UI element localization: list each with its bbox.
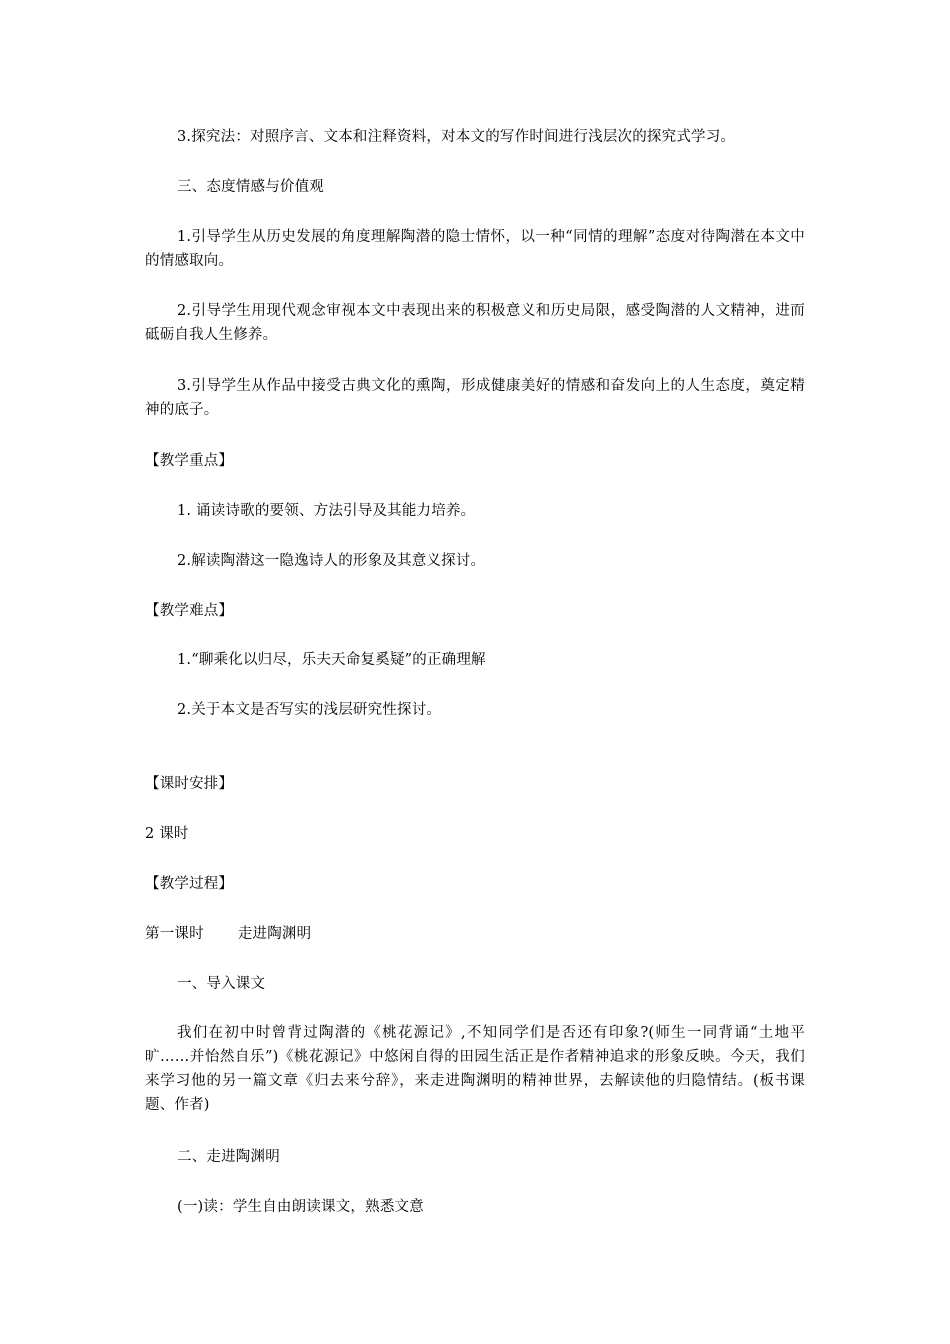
heading-key-points: 【教学重点】 xyxy=(145,453,234,469)
paragraph-key-point-1: 1. 诵读诗歌的要领、方法引导及其能力培养。 xyxy=(177,503,476,519)
heading-schedule: 【课时安排】 xyxy=(145,776,234,792)
paragraph-method-3: 3.探究法：对照序言、文本和注释资料，对本文的写作时间进行浅层次的探究式学习。 xyxy=(177,129,736,145)
paragraph-difficulty-2: 2.关于本文是否写实的浅层研究性探讨。 xyxy=(177,702,442,718)
heading-difficulties: 【教学难点】 xyxy=(145,603,234,619)
lesson-topic: 走进陶渊明 xyxy=(237,926,312,942)
paragraph-difficulty-1: 1.“聊乘化以归尽，乐夫天命复奚疑”的正确理解 xyxy=(177,652,486,668)
paragraph-key-point-2: 2.解读陶潜这一隐逸诗人的形象及其意义探讨。 xyxy=(177,553,486,569)
heading-process: 【教学过程】 xyxy=(145,876,234,892)
paragraph-lesson-title xyxy=(145,922,805,946)
paragraph-attitude-3: 3.引导学生从作品中接受古典文化的熏陶，形成健康美好的情感和奋发向上的人生态度，奠定精神的底子。 xyxy=(145,378,805,418)
paragraph-attitude-1: 1.引导学生从历史发展的角度理解陶潜的隐士情怀，以一种“同情的理解”态度对待陶潜在本文中的情感取向。 xyxy=(145,229,805,269)
section-heading-attitude: 三、态度情感与价值观 xyxy=(177,179,324,195)
section-heading-approach: 二、走进陶渊明 xyxy=(177,1149,280,1165)
lesson-number: 第一课时 xyxy=(145,926,204,942)
paragraph-intro-text: 我们在初中时曾背过陶潜的《桃花源记》,不知同学们是否还有印象?(师生一同背诵“土地平旷……并怡然自乐”)《桃花源记》中悠闲自得的田园生活正是作者精神追求的形象反映。今天，我们来学习他的另一篇文章《归去来兮辞》，来走进陶渊明的精神世界，去解读他的归隐情结。(板书课题、作者) xyxy=(145,1025,805,1113)
section-heading-intro: 一、导入课文 xyxy=(177,976,266,992)
paragraph-reading: (一)读：学生自由朗读课文，熟悉文意 xyxy=(177,1199,424,1215)
paragraph-attitude-2: 2.引导学生用现代观念审视本文中表现出来的积极意义和历史局限，感受陶潜的人文精神，进而砥砺自我人生修养。 xyxy=(145,303,805,343)
paragraph-schedule-hours: 2 课时 xyxy=(145,826,189,842)
